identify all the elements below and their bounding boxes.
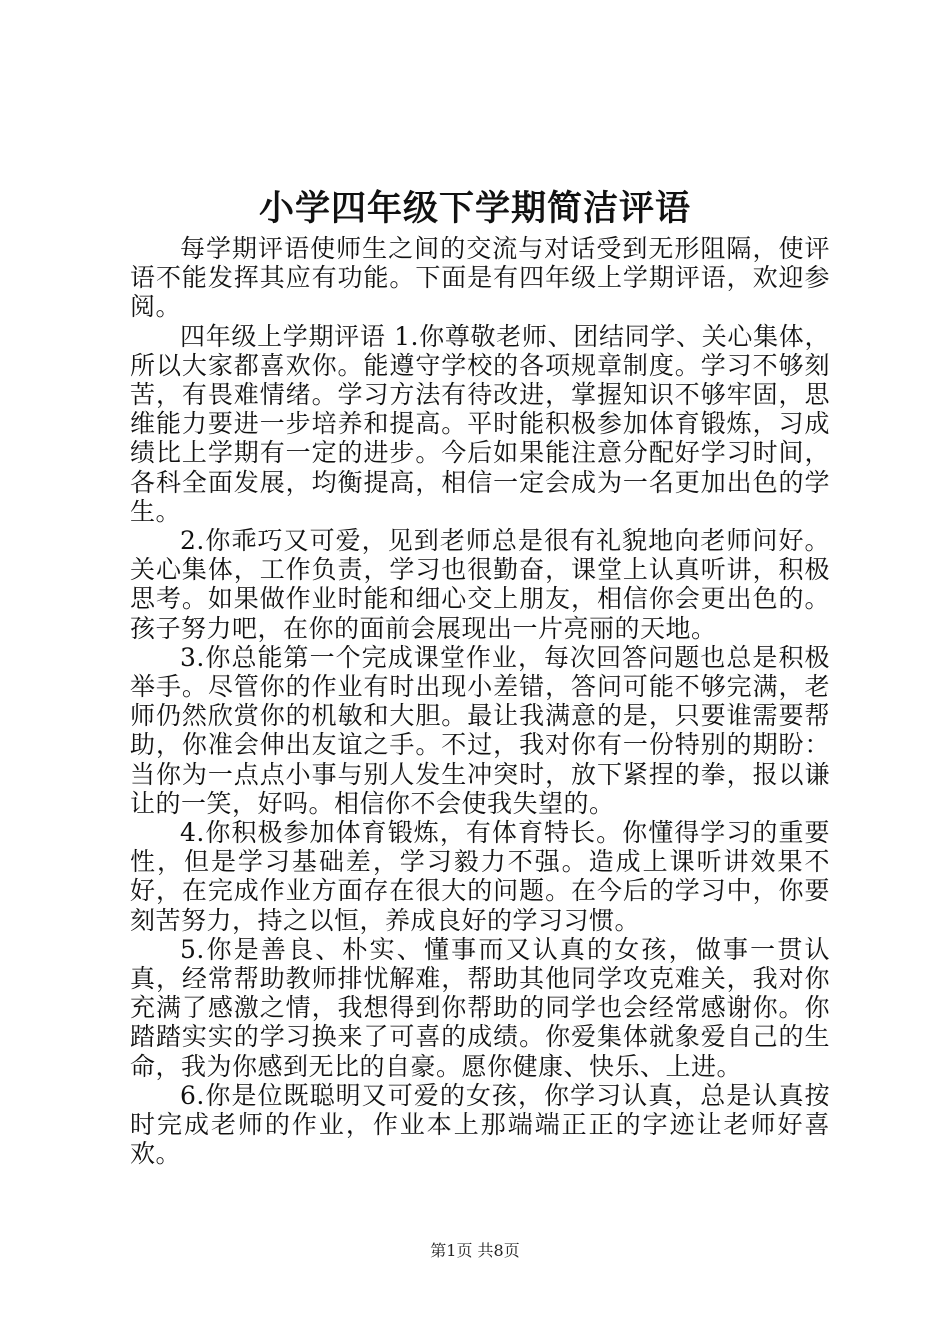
document-title: 小学四年级下学期简洁评语 — [258, 188, 691, 229]
paragraph-comment-4: 4.你积极参加体育锻炼，有体育特长。你懂得学习的重要性，但是学习基础差，学习毅力不强。造成上课听讲效果不好，在完成作业方面存在很大的问题。在今后的学习中，你要刻苦努力，持之以恒，养成良好的学习习惯。 — [130, 818, 830, 935]
paragraph-comment-5: 5.你是善良、朴实、懂事而又认真的女孩，做事一贯认真，经常帮助教师排忧解难，帮助其他同学攻克难关，我对你充满了感激之情，我想得到你帮助的同学也会经常感谢你。你踏踏实实的学习换来了可喜的成绩。你爱集体就象爱自己的生命，我为你感到无比的自豪。愿你健康、快乐、上进。 — [130, 934, 830, 1081]
page-footer: 第1页 共8页 — [430, 1241, 520, 1260]
paragraph-comment-2: 2.你乖巧又可爱，见到老师总是很有礼貌地向老师问好。关心集体，工作负责，学习也很勤奋，课堂上认真听讲，积极思考。如果做作业时能和细心交上朋友，相信你会更出色的。孩子努力吧，在你的面前会展现出一片亮丽的天地。 — [130, 526, 830, 643]
document-body — [130, 234, 830, 1169]
paragraph-comment-3: 3.你总能第一个完成课堂作业，每次回答问题也总是积极举手。尽管你的作业有时出现小差错，答问可能不够完满，老师仍然欣赏你的机敏和大胆。最让我满意的是，只要谁需要帮助，你准会伸出友谊之手。不过，我对你有一份特别的期盼：当你为一点点小事与别人发生冲突时，放下紧捏的拳，报以谦让的一笑，好吗。相信你不会使我失望的。 — [130, 642, 830, 818]
paragraph-intro: 每学期评语使师生之间的交流与对话受到无形阻隔，使评语不能发挥其应有功能。下面是有四年级上学期评语，欢迎参阅。 — [130, 234, 830, 322]
paragraph-comment-6: 6.你是位既聪明又可爱的女孩，你学习认真，总是认真按时完成老师的作业，作业本上那端端正正的字迹让老师好喜欢。 — [130, 1080, 830, 1169]
paragraph-comment-1: 四年级上学期评语 1.你尊敬老师、团结同学、关心集体，所以大家都喜欢你。能遵守学校的各项规章制度。学习不够刻苦，有畏难情绪。学习方法有待改进，掌握知识不够牢固，思维能力要进一步培养和提高。平时能积极参加体育锻炼，习成绩比上学期有一定的进步。今后如果能注意分配好学习时间，各科全面发展，均衡提高，相信一定会成为一名更加出色的学生。 — [130, 321, 830, 526]
